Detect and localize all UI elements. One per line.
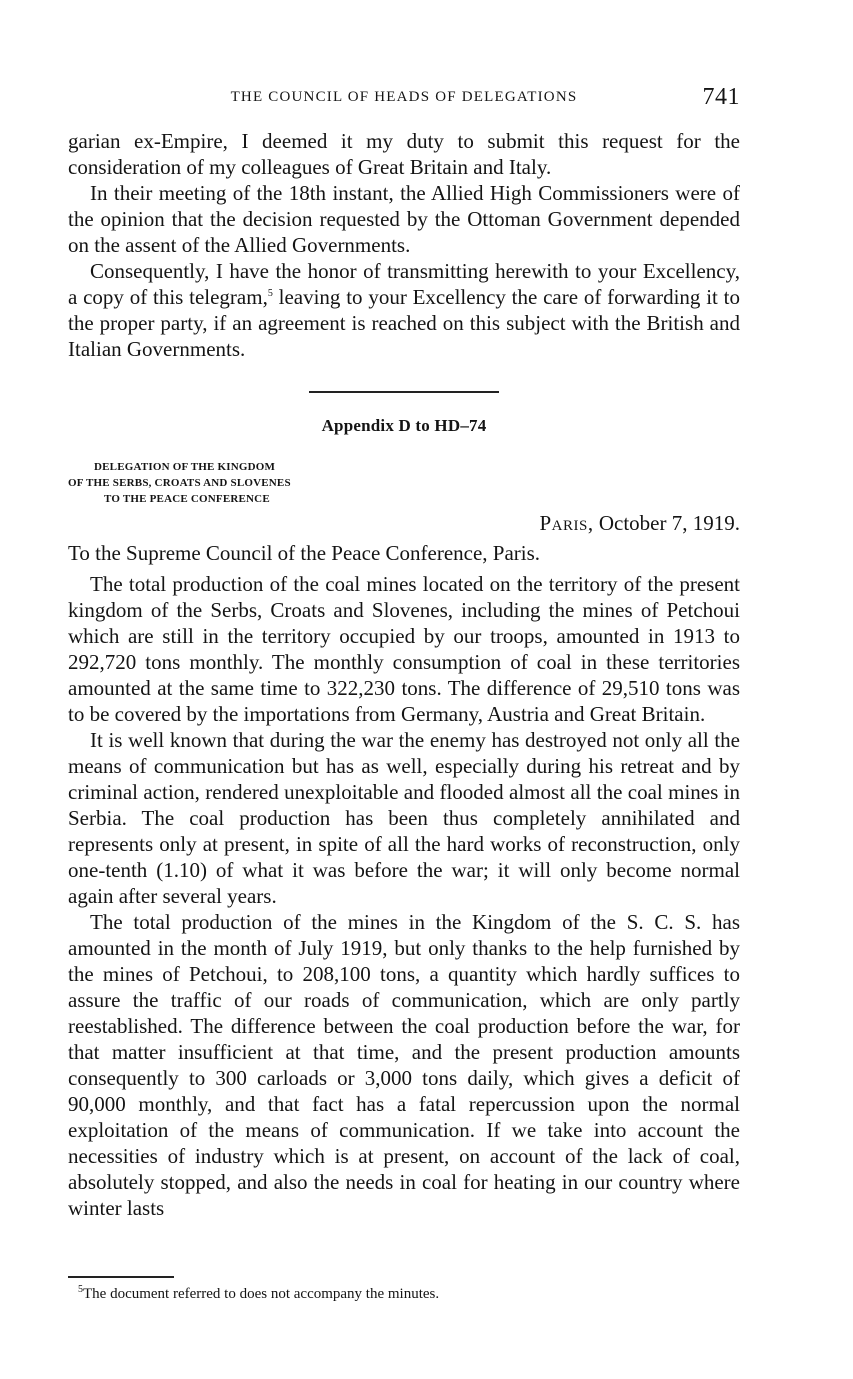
footnote-reference: 5 [267, 288, 273, 299]
footnote [78, 1286, 439, 1303]
delegation-letterhead [68, 459, 358, 507]
letter-paragraph-2: It is well known that during the war the enemy has destroyed not only all the means of communication but has as well, especially during his retreat and by criminal action, rendered unexploitable and flooded almost all the coal mines in Serbia. The coal production has been thus completely annihilated and represents only at present, in spite of all the hard works of reconstruction, only one-tenth (1.10) of what it was before the war; it will only become normal again after several years. [68, 728, 740, 908]
intro-paragraph-1: garian ex-Empire, I deemed it my duty to submit this request for the consideration of my colleagues of Great Britain and Italy. [68, 129, 740, 179]
footnote-divider [68, 1276, 174, 1278]
intro-paragraph-3-text-a: Consequently, I have the honor of transmitting herewith to your Excellency, a copy of this telegram, [68, 259, 740, 309]
letter-paragraph-3: The total production of the mines in the Kingdom of the S. C. S. has amounted in the month of July 1919, but only thanks to the help furnished by the mines of Petchoui, to 208,100 tons, a quantity which hardly suffices to assure the traffic of our roads of communication, which are only partly reestablished. The difference between the coal production before the war, for that matter insufficient at that time, and the present production amounts consequently to 300 carloads or 3,000 tons daily, which gives a deficit of 90,000 monthly, and that fact has a fatal repercussion upon the normal exploitation of the means of communication. If we take into account the necessities of industry which is at present, on account of the lack of coal, absolutely stopped, and also the needs in coal for heating in our country where winter lasts [68, 910, 740, 1220]
intro-paragraph-2: In their meeting of the 18th instant, the Allied High Commissioners were of the opinion that the decision requested by the Ottoman Government depended on the assent of the Allied Governments. [68, 181, 740, 257]
letterhead-line-1: DELEGATION OF THE KINGDOM [94, 461, 276, 473]
letter-date: October 7, 1919. [598, 511, 740, 535]
letter-body [68, 571, 740, 1221]
section-divider [309, 391, 499, 393]
place-name: Paris, [539, 511, 594, 535]
salutation: To the Supreme Council of the Peace Conference, Paris. [68, 541, 541, 565]
letterhead-line-3: TO THE PEACE CONFERENCE [104, 493, 270, 505]
letterhead-line-2: OF THE SERBS, CROATS AND SLOVENES [68, 477, 291, 489]
place-date-line [540, 511, 741, 536]
running-title: THE COUNCIL OF HEADS OF DELEGATIONS [230, 89, 578, 105]
page-number: 741 [702, 84, 740, 110]
running-header [68, 84, 740, 112]
intro-paragraph-3 [68, 258, 740, 362]
footnote-marker: 5 [78, 1284, 83, 1295]
footnote-text: The document referred to does not accompany the minutes. [83, 1286, 440, 1302]
appendix-heading: Appendix D to HD–74 [321, 416, 487, 435]
letter-paragraph-1: The total production of the coal mines located on the territory of the present kingdom of the Serbs, Croats and Slovenes, including the mines of Petchoui which are still in the territory occupied by our troops, amounted in 1913 to 292,720 tons monthly. The monthly consumption of coal in these territories amounted at the same time to 322,230 tons. The difference of 29,510 tons was to be covered by the importations from Germany, Austria and Great Britain. [68, 572, 740, 726]
intro-text-block [68, 128, 740, 362]
intro-paragraph-3-text-b: leaving to your Excellency the care of forwarding it to the proper party, if an agreement is reached on this subject with the British and Italian Governments. [68, 285, 740, 361]
